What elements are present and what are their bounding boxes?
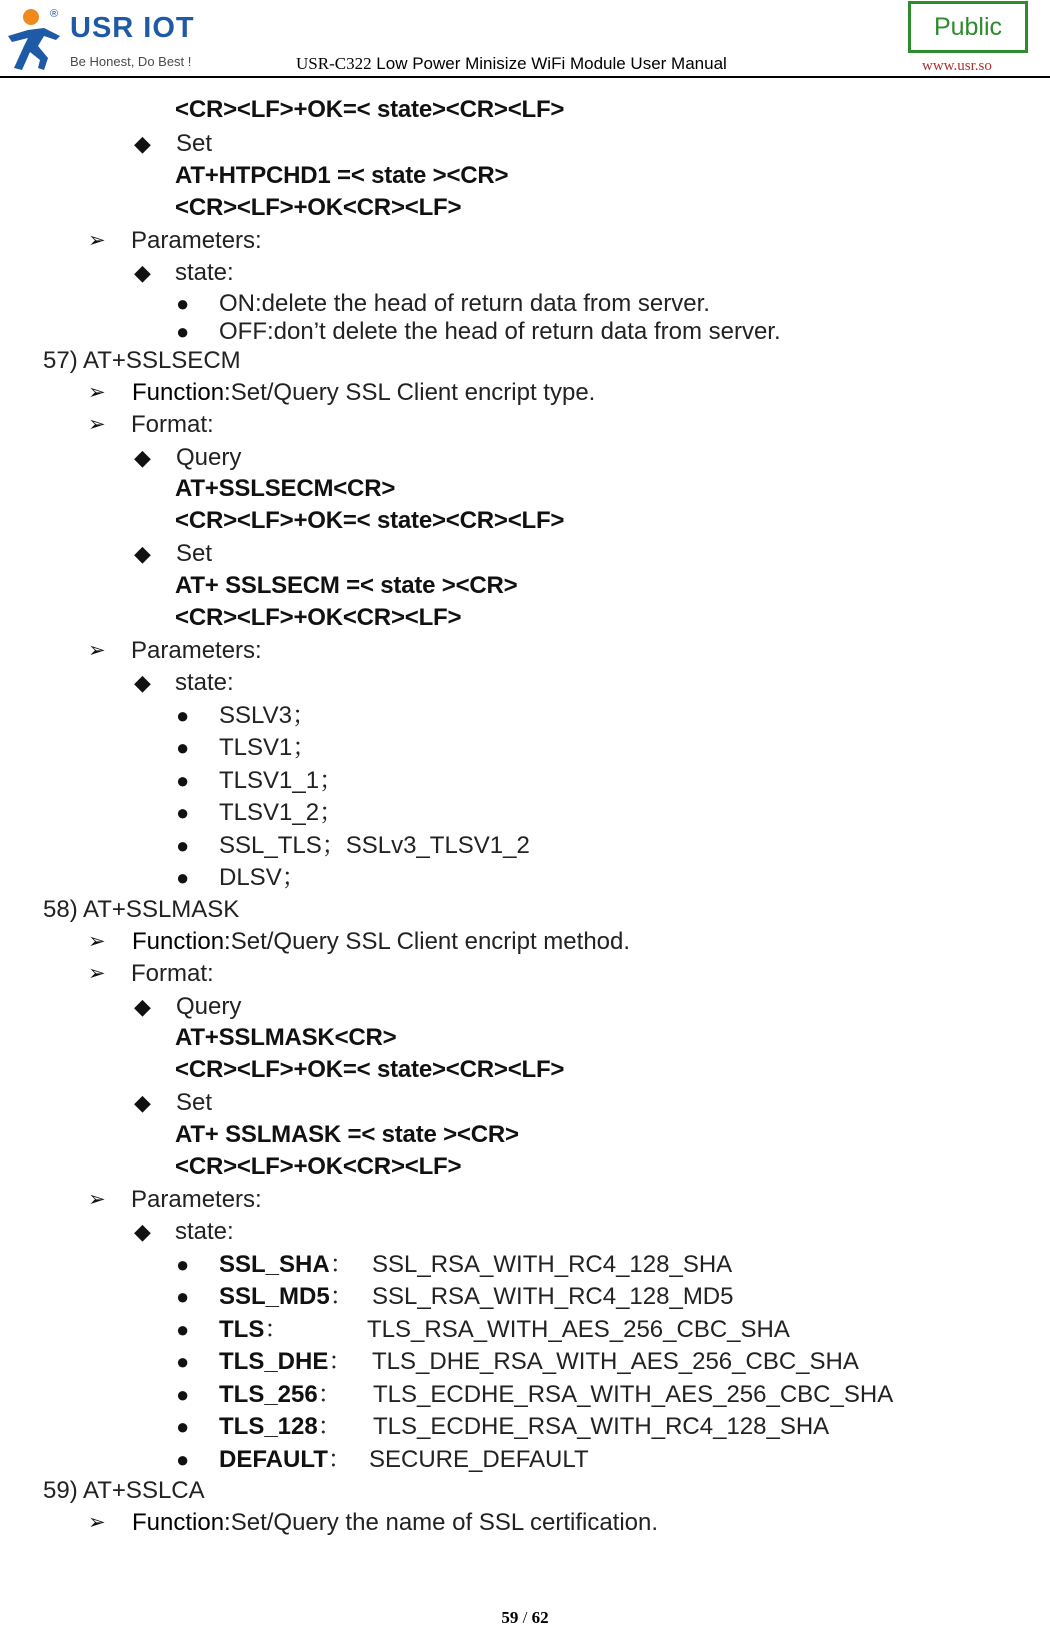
dot-bullet-icon: ● [176,865,190,890]
function-label: Function: [132,379,231,406]
arrow-bullet-icon: ➢ [88,1188,106,1211]
mask-key: TLS_DHE [219,1348,329,1375]
page-number [0,1608,1050,1628]
mask-sep: ： [317,1381,342,1408]
query-label: Query [176,993,242,1020]
dot-bullet-icon: ● [176,800,190,825]
brand-name: USR IOT [70,12,195,44]
mask-option [219,1315,288,1345]
current-page: 59 [501,1608,519,1627]
diamond-bullet-icon: ◆ [134,131,151,156]
function-label: Function: [132,1509,231,1536]
mask-value: TLS_RSA_WITH_AES_256_CBC_SHA [367,1316,790,1343]
mask-sep: ： [329,1251,354,1278]
mask-key: DEFAULT [219,1446,328,1473]
function-line [132,378,595,408]
dot-bullet-icon: ● [176,833,190,858]
set-label: Set [176,1089,213,1116]
mask-key: SSL_MD5 [219,1283,330,1310]
query-command: AT+SSLMASK<CR> [175,1024,397,1051]
document-title [296,54,727,74]
function-line [132,927,630,957]
mask-key: TLS [219,1316,265,1343]
arrow-bullet-icon: ➢ [88,639,106,662]
diamond-bullet-icon: ◆ [134,1219,151,1244]
function-text: Set/Query SSL Client encript method. [230,928,631,955]
mask-option [219,1445,352,1475]
page-separator: / [518,1608,532,1627]
mask-value: SSL_RSA_WITH_RC4_128_MD5 [372,1283,734,1310]
section-59-title: 59) AT+SSLCA [43,1477,205,1504]
dot-bullet-icon: ● [176,1414,190,1439]
registered-mark: ® [50,8,59,20]
state-label: state: [175,1218,234,1245]
set-label: Set [176,130,213,157]
dot-bullet-icon: ● [176,703,190,728]
mask-sep: ： [329,1283,354,1310]
format-label: Format: [131,960,214,987]
dot-bullet-icon: ● [176,319,190,344]
state-option: ON:delete the head of return data from server. [219,290,710,317]
mask-sep: ： [264,1316,289,1343]
dot-bullet-icon: ● [176,291,190,316]
product-code: USR-C322 [296,54,372,73]
dot-bullet-icon: ● [176,1382,190,1407]
function-label: Function: [132,928,231,955]
state-option: SSL_TLS；SSLv3_TLSV1_2 [219,832,530,859]
mask-value: SECURE_DEFAULT [369,1446,589,1473]
parameters-label: Parameters: [131,1186,262,1213]
manual-title: Low Power Minisize WiFi Module User Manual [371,54,727,73]
query-response: <CR><LF>+OK=< state><CR><LF> [175,96,565,123]
mask-key: TLS_128 [219,1413,318,1440]
total-pages: 62 [531,1608,549,1627]
query-response: <CR><LF>+OK=< state><CR><LF> [175,507,565,534]
state-option: TLSV1_1； [219,767,344,794]
diamond-bullet-icon: ◆ [134,541,151,566]
section-58-title: 58) AT+SSLMASK [43,896,240,923]
arrow-bullet-icon: ➢ [88,1511,106,1534]
mask-sep: ： [327,1446,352,1473]
set-response: <CR><LF>+OK<CR><LF> [175,1153,462,1180]
state-option: TLSV1； [219,734,317,761]
mask-value: TLS_ECDHE_RSA_WITH_AES_256_CBC_SHA [373,1381,894,1408]
page-header [0,0,1050,78]
format-label: Format: [131,411,214,438]
diamond-bullet-icon: ◆ [134,445,151,470]
parameters-label: Parameters: [131,227,262,254]
public-label: Public [908,1,1028,53]
mask-option [219,1250,354,1280]
dot-bullet-icon: ● [176,1447,190,1472]
dot-bullet-icon: ● [176,1317,190,1342]
state-label: state: [175,669,234,696]
runner-icon [4,6,68,72]
arrow-bullet-icon: ➢ [88,381,106,404]
set-command: AT+ SSLSECM =< state ><CR> [175,572,518,599]
mask-option [219,1282,354,1312]
mask-value: TLS_DHE_RSA_WITH_AES_256_CBC_SHA [372,1348,859,1375]
dot-bullet-icon: ● [176,735,190,760]
state-option: TLSV1_2； [219,799,344,826]
mask-option [219,1347,352,1377]
state-option: OFF:don’t delete the head of return data from server. [219,318,781,345]
diamond-bullet-icon: ◆ [134,994,151,1019]
section-57-title: 57) AT+SSLSECM [43,347,241,374]
mask-value: SSL_RSA_WITH_RC4_128_SHA [372,1251,733,1278]
query-response: <CR><LF>+OK=< state><CR><LF> [175,1056,565,1083]
query-label: Query [176,444,242,471]
function-text: Set/Query SSL Client encript type. [230,379,596,406]
arrow-bullet-icon: ➢ [88,229,106,252]
set-response: <CR><LF>+OK<CR><LF> [175,604,462,631]
function-text: Set/Query the name of SSL certification. [230,1509,659,1536]
brand-slogan: Be Honest, Do Best ! [70,54,192,69]
query-command: AT+SSLSECM<CR> [175,475,396,502]
dot-bullet-icon: ● [176,768,190,793]
mask-option [219,1412,342,1442]
arrow-bullet-icon: ➢ [88,413,106,436]
diamond-bullet-icon: ◆ [134,260,151,285]
function-line [132,1508,658,1538]
mask-option [219,1380,342,1410]
set-command: AT+HTPCHD1 =< state ><CR> [175,162,509,189]
dot-bullet-icon: ● [176,1349,190,1374]
diamond-bullet-icon: ◆ [134,670,151,695]
set-response: <CR><LF>+OK<CR><LF> [175,194,462,221]
diamond-bullet-icon: ◆ [134,1090,151,1115]
usr-iot-logo [4,6,204,72]
mask-key: SSL_SHA [219,1251,330,1278]
set-label: Set [176,540,213,567]
dot-bullet-icon: ● [176,1284,190,1309]
parameters-label: Parameters: [131,637,262,664]
mask-sep: ： [317,1413,342,1440]
dot-bullet-icon: ● [176,1252,190,1277]
arrow-bullet-icon: ➢ [88,930,106,953]
header-divider [0,76,1050,78]
state-label: state: [175,259,234,286]
mask-key: TLS_256 [219,1381,318,1408]
website-url[interactable]: www.usr.so [922,58,992,74]
mask-sep: ： [328,1348,353,1375]
state-option: DLSV； [219,864,306,891]
arrow-bullet-icon: ➢ [88,962,106,985]
set-command: AT+ SSLMASK =< state ><CR> [175,1121,519,1148]
state-option: SSLV3； [219,702,316,729]
mask-value: TLS_ECDHE_RSA_WITH_RC4_128_SHA [373,1413,830,1440]
